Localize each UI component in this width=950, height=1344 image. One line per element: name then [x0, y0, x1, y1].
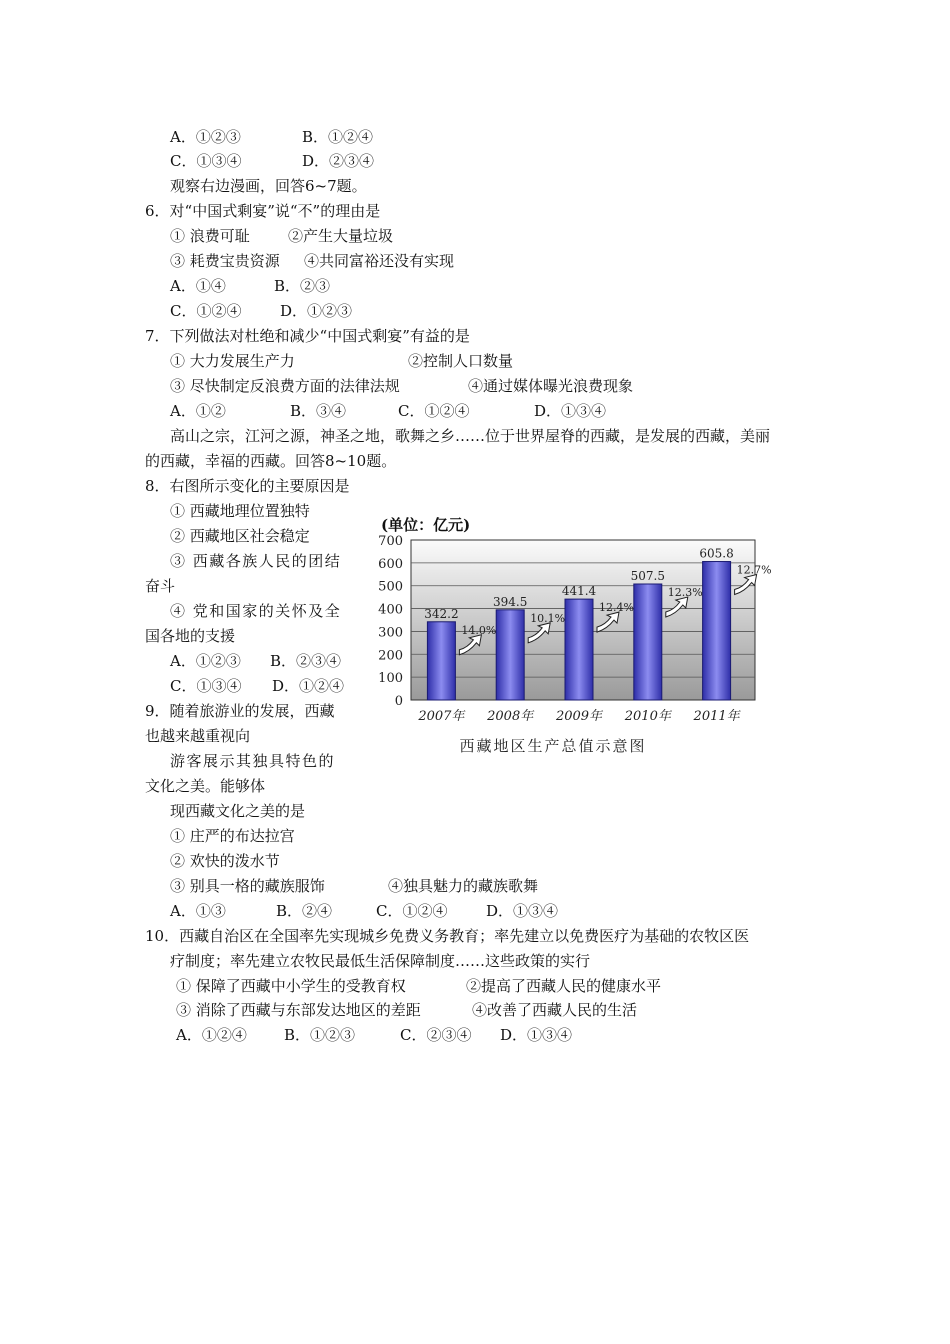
- q8-option-b: B．②③④: [270, 652, 342, 670]
- q5-option-b: B．①②④: [302, 128, 374, 146]
- q5-option-a: A．①②③: [170, 128, 241, 146]
- q6-statement-2: ②产生大量垃圾: [288, 227, 394, 245]
- q10-options: [176, 1025, 572, 1045]
- q8-statement-2: ② 西藏地区社会稳定: [170, 527, 310, 545]
- growth-rate-label: 14.0%: [461, 623, 497, 637]
- q6-option-b: B．②③: [274, 277, 331, 295]
- y-tick-label: 400: [378, 602, 403, 618]
- bar-2010年: [634, 584, 662, 700]
- q7-statement-4: ④通过媒体曝光浪费现象: [468, 377, 634, 395]
- q7-option-b: B．③④: [290, 402, 347, 420]
- q6-statements-row1: [170, 226, 393, 246]
- q9-statement-1: ① 庄严的布达拉宫: [170, 827, 295, 845]
- x-tick-label: 2009年: [555, 709, 603, 724]
- chart-title: 西藏地区生产总值示意图: [459, 737, 647, 755]
- q9-option-d: D．①③④: [486, 902, 559, 920]
- bar-value-label: 342.2: [424, 606, 459, 621]
- q6-statements-row2: [170, 251, 454, 271]
- q10-statement-3: ③ 消除了西藏与东部发达地区的差距: [176, 1001, 421, 1019]
- q10-statement-4: ④改善了西藏人民的生活: [472, 1001, 638, 1019]
- q10-option-d: D．①③④: [500, 1026, 573, 1044]
- y-tick-label: 100: [378, 671, 403, 687]
- q5-options-row2: [170, 151, 374, 171]
- y-axis-ticks: [378, 534, 403, 709]
- q6-statement-1: ① 浪费可耻: [170, 227, 250, 245]
- q7-option-c: C．①②④: [398, 402, 470, 420]
- q10-statement-1: ① 保障了西藏中小学生的受教育权: [176, 977, 406, 995]
- q10-option-c: C．②③④: [400, 1026, 472, 1044]
- q8-options-row1: [170, 651, 341, 671]
- intro-8-10-line1: 高山之宗，江河之源，神圣之地，歌舞之乡……位于世界屋脊的西藏，是发展的西藏，美丽: [170, 427, 771, 445]
- q8-statement-4a: ④ 党和国家的关怀及全: [170, 602, 342, 620]
- bar-2011年: [703, 562, 731, 700]
- q6-statement-4: ④共同富裕还没有实现: [304, 252, 455, 270]
- q10-option-a: A．①②④: [176, 1026, 247, 1044]
- q8-statement-4b: 国各地的支援: [145, 627, 236, 645]
- y-tick-label: 700: [378, 534, 403, 549]
- x-tick-label: 2008年: [487, 709, 534, 724]
- bar-2007年: [427, 622, 455, 700]
- q6-option-a: A．①④: [170, 277, 226, 295]
- growth-rate-label: 12.4%: [599, 601, 634, 615]
- q7-option-d: D．①③④: [534, 402, 607, 420]
- q8-options-row2: [170, 676, 344, 696]
- q9-statements-row: [170, 876, 538, 896]
- y-tick-label: 200: [378, 648, 403, 664]
- q7-statement-1: ① 大力发展生产力: [170, 352, 295, 370]
- q9-line-3: 游客展示其独具特色的: [170, 752, 336, 770]
- bar-value-label: 605.8: [699, 546, 734, 561]
- growth-rate-label: 10.1%: [530, 611, 566, 625]
- q8-option-c: C．①③④: [170, 677, 242, 695]
- gdp-bar-chart: [373, 510, 773, 760]
- q8-statement-3a: ③ 西藏各族人民的团结: [170, 552, 342, 570]
- q5-option-d: D．②③④: [302, 152, 375, 170]
- x-tick-label: 2007年: [418, 709, 465, 724]
- x-axis-ticks: [417, 708, 741, 724]
- bar-2009年: [565, 599, 593, 700]
- chart-unit-label: (单位：亿元): [381, 516, 471, 534]
- x-tick-label: 2010年: [624, 709, 671, 724]
- q10-statement-2: ②提高了西藏人民的健康水平: [466, 977, 662, 995]
- q9-line-1: 9．随着旅游业的发展，西藏: [145, 702, 335, 720]
- q9-line-5: 现西藏文化之美的是: [170, 802, 306, 820]
- q9-line-4: 文化之美。能够体: [145, 777, 266, 795]
- bar-value-label: 441.4: [561, 584, 597, 599]
- intro-6-7: 观察右边漫画，回答6~7题。: [170, 177, 367, 195]
- q8-statement-3b: 奋斗: [145, 577, 176, 595]
- q7-statement-2: ②控制人口数量: [408, 352, 514, 370]
- bar-2008年: [496, 610, 524, 700]
- q6-statement-3: ③ 耗费宝贵资源: [170, 252, 280, 270]
- q9-options: [170, 901, 558, 921]
- q10-option-b: B．①②③: [284, 1026, 356, 1044]
- q6-option-d: D．①②③: [280, 302, 353, 320]
- q7-statements-row1: [170, 351, 513, 371]
- q9-option-a: A．①③: [170, 902, 226, 920]
- y-tick-label: 600: [378, 556, 403, 572]
- growth-rate-label: 12.7%: [736, 563, 772, 577]
- q8-statement-1: ① 西藏地理位置独特: [170, 502, 310, 520]
- q10-stem-line2: 疗制度；率先建立农牧民最低生活保障制度……这些政策的实行: [170, 952, 591, 970]
- bar-value-label: 394.5: [493, 594, 528, 609]
- bar-value-label: 507.5: [630, 569, 665, 583]
- q6-stem: 6．对“中国式剩宴”说“不”的理由是: [145, 202, 381, 220]
- q6-options-row1: [170, 276, 330, 296]
- q9-option-c: C．①②④: [376, 902, 448, 920]
- q7-statement-3: ③ 尽快制定反浪费方面的法律法规: [170, 377, 400, 395]
- y-tick-label: 0: [394, 694, 403, 709]
- q7-stem: 7．下列做法对杜绝和减少“中国式剩宴”有益的是: [145, 327, 470, 345]
- q5-option-c: C．①③④: [170, 152, 242, 170]
- q7-options: [170, 401, 606, 421]
- y-tick-label: 300: [378, 625, 403, 641]
- q7-statements-row2: [170, 376, 633, 396]
- q10-statements-row2: [176, 1000, 637, 1020]
- q8-option-a: A．①②③: [170, 652, 241, 670]
- q7-option-a: A．①②: [170, 402, 226, 420]
- q9-option-b: B．②④: [276, 902, 333, 920]
- growth-rate-label: 12.3%: [667, 586, 703, 599]
- q9-statement-2: ② 欢快的泼水节: [170, 852, 280, 870]
- q9-statement-3: ③ 别具一格的藏族服饰: [170, 877, 325, 895]
- q10-statements-row1: [176, 976, 661, 996]
- q10-stem-line1: 10．西藏自治区在全国率先实现城乡免费义务教育；率先建立以免费医疗为基础的农牧区医: [145, 927, 750, 945]
- q6-options-row2: [170, 301, 352, 321]
- intro-8-10-line2: 的西藏，幸福的西藏。回答8~10题。: [145, 452, 397, 470]
- q5-options-row1: [170, 127, 373, 147]
- q8-option-d: D．①②④: [272, 677, 345, 695]
- q8-stem: 8．右图所示变化的主要原因是: [145, 477, 350, 495]
- x-tick-label: 2011年: [693, 709, 740, 724]
- q6-option-c: C．①②④: [170, 302, 242, 320]
- q9-line-2: 也越来越重视向: [145, 727, 251, 745]
- y-tick-label: 500: [378, 579, 403, 595]
- q9-statement-4: ④独具魅力的藏族歌舞: [388, 877, 539, 895]
